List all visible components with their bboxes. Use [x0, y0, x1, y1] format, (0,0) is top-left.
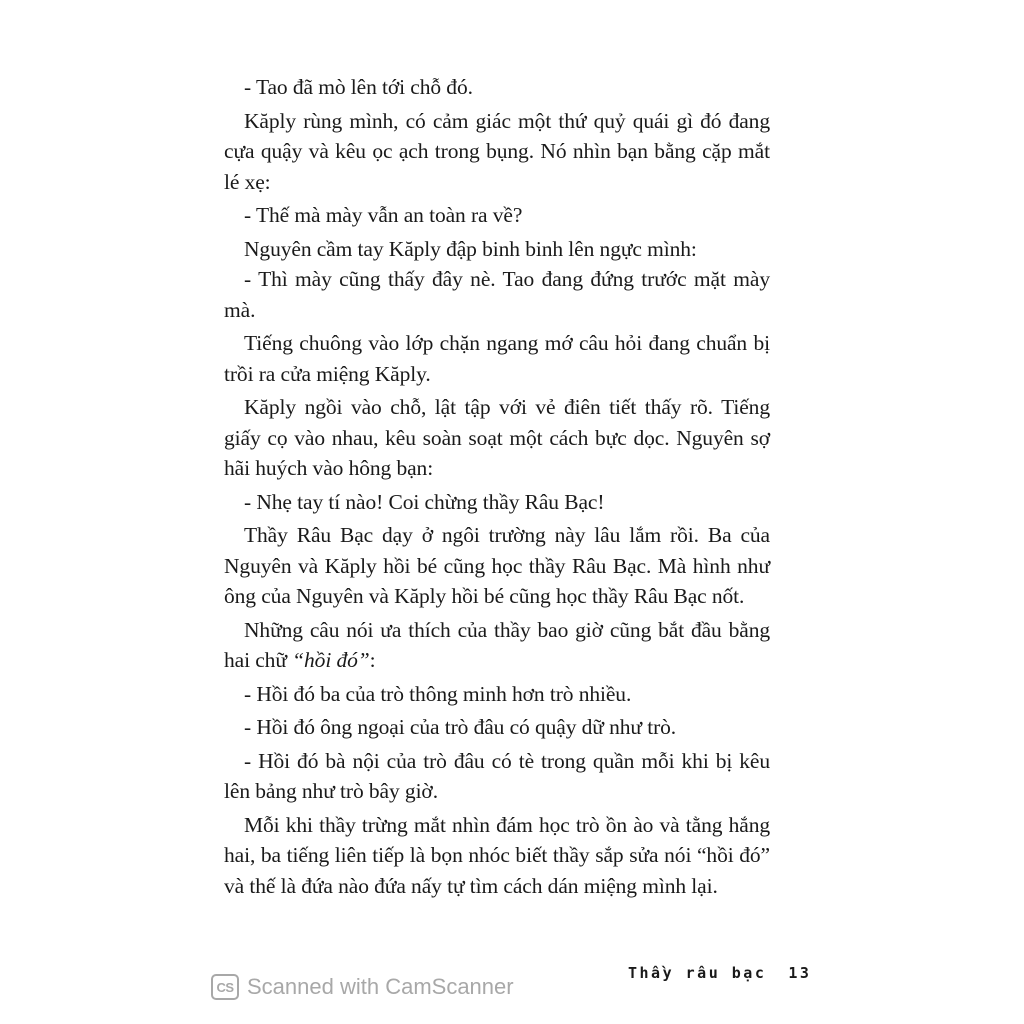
paragraph: - Thế mà mày vẫn an toàn ra về? — [244, 203, 523, 227]
watermark-text: Scanned with CamScanner — [247, 974, 514, 999]
quote-trail-text: : — [369, 648, 376, 672]
quote-paragraph — [224, 615, 770, 676]
camscanner-watermark — [211, 971, 514, 1003]
paragraph: Tiếng chuông vào lớp chặn ngang mớ câu hỏi đang chuẩn bị trồi ra cửa miệng Kăply. — [224, 331, 770, 386]
camscanner-logo-icon: CS — [211, 974, 239, 1000]
paragraph: - Nhẹ tay tí nào! Coi chừng thầy Râu Bạc! — [244, 489, 605, 514]
quote-lead-text: Những câu nói ưa thích của thầy bao giờ cũng bắt đầu bằng hai chữ — [224, 617, 770, 672]
page-number: 13 — [788, 964, 812, 982]
paragraph: Kăply rùng mình, có cảm giác một thứ quỷ quái gì đó đang cựa quậy và kêu ọc ạch trong bụng. Nó nhìn bạn bằng cặp mắt lé xẹ: — [224, 108, 770, 194]
running-footer — [628, 964, 811, 982]
paragraph: - Hồi đó ông ngoại của trò đâu có quậy dữ như trò. — [244, 715, 677, 739]
page-body — [224, 72, 770, 901]
quote-emphasis: “hồi đó” — [292, 648, 370, 672]
running-title: Thầy râu bạc — [628, 964, 767, 982]
paragraph: Mỗi khi thầy trừng mắt nhìn đám học trò ồn ào và tằng hắng hai, ba tiếng liên tiếp là bọn nhóc biết thầy sắp sửa nói “hồi đó” và thế là đứa nào đứa nấy tự tìm cách dán miệng mình lại. — [224, 812, 770, 898]
paragraph: Kăply ngồi vào chỗ, lật tập với vẻ điên tiết thấy rõ. Tiếng giấy cọ vào nhau, kêu soàn soạt một cách bực dọc. Nguyên sợ hãi huých vào hông bạn: — [224, 395, 770, 480]
paragraph: - Hồi đó bà nội của trò đâu có tè trong quần mỗi khi bị kêu lên bảng như trò bây giờ. — [224, 748, 770, 803]
paragraph: Thầy Râu Bạc dạy ở ngôi trường này lâu lắm rồi. Ba của Nguyên và Kăply hồi bé cũng học thầy Râu Bạc. Mà hình như ông của Nguyên và Kăply hồi bé cũng học thầy Râu Bạc nốt. — [224, 523, 770, 608]
paragraph: - Hồi đó ba của trò thông minh hơn trò nhiều. — [244, 681, 632, 706]
paragraph: Nguyên cầm tay Kăply đập binh binh lên ngực mình: — [244, 236, 697, 261]
paragraph: - Tao đã mò lên tới chỗ đó. — [244, 75, 473, 99]
paragraph: - Thì mày cũng thấy đây nè. Tao đang đứng trước mặt mày mà. — [224, 267, 770, 322]
